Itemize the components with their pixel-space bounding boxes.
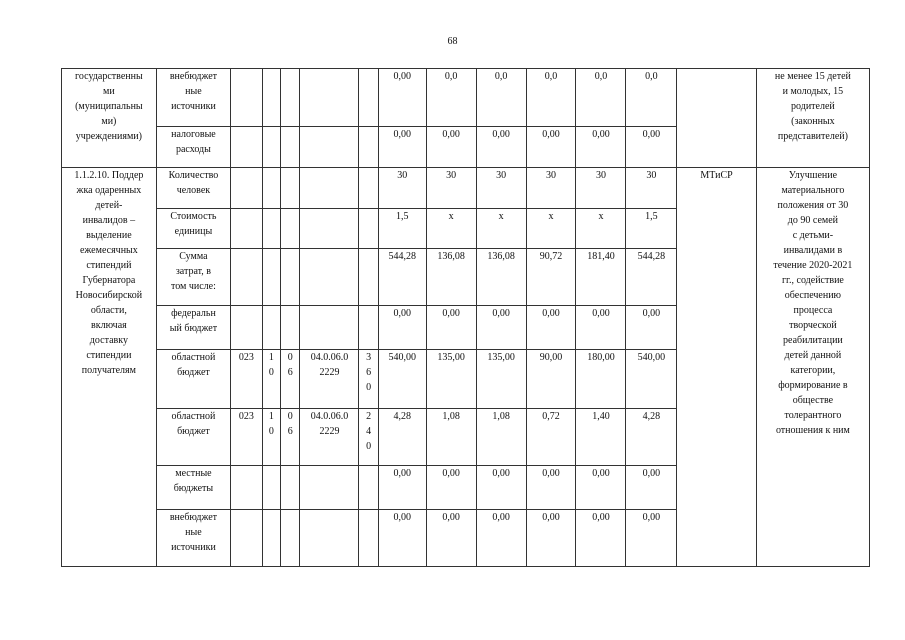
value-cell: 30 (476, 168, 526, 209)
expected-result-line: до 90 семей (787, 215, 839, 226)
funding-source-line: Сумма (179, 251, 208, 262)
funding-source (156, 249, 230, 306)
pr-code-line: 6 (287, 367, 293, 378)
value-cell: 0,00 (426, 466, 476, 510)
measure-name-line: выделение (86, 230, 132, 241)
measure-name-line: ми (103, 86, 115, 97)
rz-code-line: 0 (268, 367, 274, 378)
table-row (62, 168, 870, 209)
measure-name-line: включая (91, 320, 127, 331)
measure-name (62, 69, 157, 168)
funding-source-line: федеральн (171, 308, 216, 319)
value-cell: 0,00 (426, 306, 476, 350)
expected-result-line: реабилитации (783, 335, 843, 346)
measure-name-line: государственны (75, 71, 143, 82)
funding-source-line: областной (171, 411, 216, 422)
value-cell: 30 (426, 168, 476, 209)
value-cell: 0,00 (626, 127, 677, 168)
value-cell: 136,08 (476, 249, 526, 306)
value-cell: 30 (626, 168, 677, 209)
value-cell: 1,5 (626, 209, 677, 249)
pr-code (281, 409, 300, 466)
value-cell: 0,00 (626, 510, 677, 567)
value-cell: 30 (526, 168, 576, 209)
vr-code-line: 4 (366, 426, 372, 437)
value-cell: x (476, 209, 526, 249)
pr-code (281, 209, 300, 249)
expected-result-line: Улучшение (788, 170, 838, 181)
value-cell: 0,00 (378, 306, 426, 350)
value-cell: 0,00 (426, 510, 476, 567)
pr-code (281, 510, 300, 567)
measure-name-line: 1.1.2.10. Поддер (74, 170, 144, 181)
value-cell: 0,00 (476, 510, 526, 567)
rz-code (262, 350, 280, 409)
funding-source-line: внебюджет (169, 512, 218, 523)
measure-name (62, 168, 157, 567)
vr-code (359, 249, 378, 306)
pr-code-line: 6 (287, 426, 293, 437)
value-cell: 0,00 (476, 306, 526, 350)
csr-code (300, 466, 359, 510)
funding-source-line: человек (176, 185, 211, 196)
value-cell: 0,00 (526, 127, 576, 168)
pr-code (281, 127, 300, 168)
funding-source (156, 127, 230, 168)
value-cell: x (426, 209, 476, 249)
value-cell: 540,00 (378, 350, 426, 409)
expected-result-line: формирование в (778, 380, 848, 391)
csr-code-line: 04.0.06.0 (310, 411, 349, 422)
value-cell: 0,0 (526, 69, 576, 127)
vr-code (359, 409, 378, 466)
value-cell: 1,40 (576, 409, 626, 466)
rz-code (262, 168, 280, 209)
csr-code-line: 2229 (319, 367, 340, 378)
measure-name-line: ми) (101, 116, 117, 127)
value-cell: 0,00 (576, 127, 626, 168)
value-cell: 0,00 (476, 466, 526, 510)
pr-code-line: 0 (287, 411, 293, 422)
value-cell: 4,28 (378, 409, 426, 466)
expected-result-line: обществе (792, 395, 834, 406)
funding-source-line: расходы (175, 144, 211, 155)
value-cell: 0,00 (576, 510, 626, 567)
funding-source-line: том числе: (170, 281, 216, 292)
pr-code (281, 306, 300, 350)
expected-result-line: категории, (790, 365, 836, 376)
funding-source-line: областной (171, 352, 216, 363)
value-cell: 4,28 (626, 409, 677, 466)
funding-source (156, 466, 230, 510)
grbs-code (231, 466, 263, 510)
vr-code-line: 6 (366, 367, 372, 378)
expected-result-line: и молодых, 15 (782, 86, 844, 97)
vr-code (359, 209, 378, 249)
csr-code (300, 350, 359, 409)
vr-code (359, 168, 378, 209)
measure-name-line: Новосибирской (75, 290, 143, 301)
page-number: 68 (447, 36, 458, 47)
grbs-code (231, 69, 263, 127)
value-cell: 0,72 (526, 409, 576, 466)
funding-source-line: бюджеты (173, 483, 214, 494)
expected-result (756, 168, 869, 567)
funding-source-line: внебюджет (169, 71, 218, 82)
csr-code (300, 510, 359, 567)
pr-code (281, 350, 300, 409)
value-cell: 30 (378, 168, 426, 209)
expected-result-line: инвалидами в (783, 245, 843, 256)
value-cell: 1,5 (378, 209, 426, 249)
csr-code (300, 306, 359, 350)
funding-source (156, 69, 230, 127)
value-cell: 90,72 (526, 249, 576, 306)
measure-name-line: учреждениями) (75, 131, 142, 142)
grbs-code (231, 168, 263, 209)
pr-code (281, 168, 300, 209)
grbs-code (231, 127, 263, 168)
expected-result-line: гг., содействие (781, 275, 844, 286)
funding-source-line: Количество (168, 170, 219, 181)
rz-code (262, 510, 280, 567)
grbs-code (231, 209, 263, 249)
value-cell: 0,00 (576, 466, 626, 510)
expected-result-line: с детьми- (792, 230, 834, 241)
funding-source (156, 168, 230, 209)
executor: МТиСР (677, 168, 756, 567)
funding-source (156, 409, 230, 466)
expected-result-line: материального (781, 185, 845, 196)
value-cell: 1,08 (426, 409, 476, 466)
expected-result-line: процесса (793, 305, 833, 316)
value-cell: 0,00 (526, 306, 576, 350)
measure-name-line: доставку (89, 335, 128, 346)
value-cell: 544,28 (626, 249, 677, 306)
measure-name-line: стипендии (86, 350, 132, 361)
value-cell: 0,00 (476, 127, 526, 168)
funding-source (156, 306, 230, 350)
rz-code (262, 306, 280, 350)
vr-code-line: 0 (366, 382, 372, 393)
expected-result-line: представителей) (777, 131, 848, 142)
measure-name-line: стипендий (86, 260, 132, 271)
csr-code (300, 209, 359, 249)
funding-source-line: ные (185, 86, 202, 97)
expected-result (756, 69, 869, 168)
value-cell: 30 (576, 168, 626, 209)
funding-source-line: ый бюджет (169, 323, 218, 334)
grbs-code: 023 (231, 409, 263, 466)
expected-result-line: творческой (789, 320, 837, 331)
grbs-code (231, 249, 263, 306)
expected-result-line: толерантного (784, 410, 842, 421)
vr-code-line: 2 (366, 411, 372, 422)
table-row (62, 69, 870, 127)
expected-result-line: течение 2020-2021 (773, 260, 853, 271)
csr-code (300, 127, 359, 168)
value-cell: x (576, 209, 626, 249)
grbs-code (231, 510, 263, 567)
value-cell: 136,08 (426, 249, 476, 306)
value-cell: 0,0 (626, 69, 677, 127)
csr-code (300, 409, 359, 466)
value-cell: 0,0 (576, 69, 626, 127)
measure-name-line: области, (90, 305, 127, 316)
vr-code (359, 510, 378, 567)
funding-source-line: источники (171, 542, 216, 553)
rz-code (262, 466, 280, 510)
value-cell: 0,00 (526, 510, 576, 567)
value-cell: 1,08 (476, 409, 526, 466)
value-cell: 0,0 (426, 69, 476, 127)
measure-name-line: детей- (95, 200, 123, 211)
funding-source-line: ные (185, 527, 202, 538)
value-cell: 0,00 (378, 510, 426, 567)
value-cell: 0,00 (526, 466, 576, 510)
value-cell: 544,28 (378, 249, 426, 306)
value-cell: 0,00 (576, 306, 626, 350)
expected-result-line: положения от 30 (777, 200, 849, 211)
funding-source-line: затрат, в (175, 266, 212, 277)
rz-code (262, 409, 280, 466)
vr-code (359, 127, 378, 168)
vr-code (359, 350, 378, 409)
funding-source-line: Стоимость (170, 211, 217, 222)
funding-source-line: источники (171, 101, 216, 112)
executor (677, 69, 756, 168)
funding-source-line: налоговые (171, 129, 216, 140)
rz-code (262, 249, 280, 306)
csr-code-line: 2229 (319, 426, 340, 437)
pr-code (281, 466, 300, 510)
grbs-code (231, 306, 263, 350)
expected-result-line: не менее 15 детей (774, 71, 851, 82)
measure-name-line: ежемесячных (79, 245, 138, 256)
expected-result-line: отношения к ним (775, 425, 850, 436)
csr-code (300, 168, 359, 209)
csr-code-line: 04.0.06.0 (310, 352, 349, 363)
pr-code (281, 249, 300, 306)
value-cell: 0,00 (378, 466, 426, 510)
rz-code (262, 127, 280, 168)
expected-result-line: родителей (791, 101, 835, 112)
value-cell: 180,00 (576, 350, 626, 409)
value-cell: 540,00 (626, 350, 677, 409)
expected-result-line: детей данной (784, 350, 842, 361)
value-cell: 0,00 (626, 306, 677, 350)
csr-code (300, 69, 359, 127)
funding-source-line: единицы (174, 226, 213, 237)
value-cell: 135,00 (426, 350, 476, 409)
vr-code (359, 306, 378, 350)
measure-name-line: Губернатора (82, 275, 136, 286)
vr-code (359, 69, 378, 127)
vr-code (359, 466, 378, 510)
pr-code (281, 69, 300, 127)
value-cell: 0,0 (476, 69, 526, 127)
measure-name-line: получателям (81, 365, 136, 376)
rz-code (262, 69, 280, 127)
vr-code-line: 3 (366, 352, 372, 363)
funding-source (156, 350, 230, 409)
rz-code-line: 0 (268, 426, 274, 437)
value-cell: 0,00 (426, 127, 476, 168)
expected-result-line: (законных (791, 116, 835, 127)
value-cell: 0,00 (626, 466, 677, 510)
budget-table (61, 68, 870, 567)
rz-code-line: 1 (268, 411, 274, 422)
expected-result-line: обеспечению (784, 290, 842, 301)
pr-code-line: 0 (287, 352, 293, 363)
funding-source-line: бюджет (177, 426, 210, 437)
csr-code (300, 249, 359, 306)
value-cell: x (526, 209, 576, 249)
measure-name-line: инвалидов – (82, 215, 136, 226)
funding-source-line: бюджет (177, 367, 210, 378)
funding-source (156, 209, 230, 249)
vr-code-line: 0 (366, 441, 372, 452)
value-cell: 135,00 (476, 350, 526, 409)
funding-source (156, 510, 230, 567)
value-cell: 0,00 (378, 127, 426, 168)
value-cell: 0,00 (378, 69, 426, 127)
measure-name-line: (муниципальны (75, 101, 143, 112)
value-cell: 181,40 (576, 249, 626, 306)
grbs-code: 023 (231, 350, 263, 409)
rz-code (262, 209, 280, 249)
value-cell: 90,00 (526, 350, 576, 409)
rz-code-line: 1 (268, 352, 274, 363)
funding-source-line: местные (175, 468, 212, 479)
measure-name-line: жка одаренных (76, 185, 142, 196)
